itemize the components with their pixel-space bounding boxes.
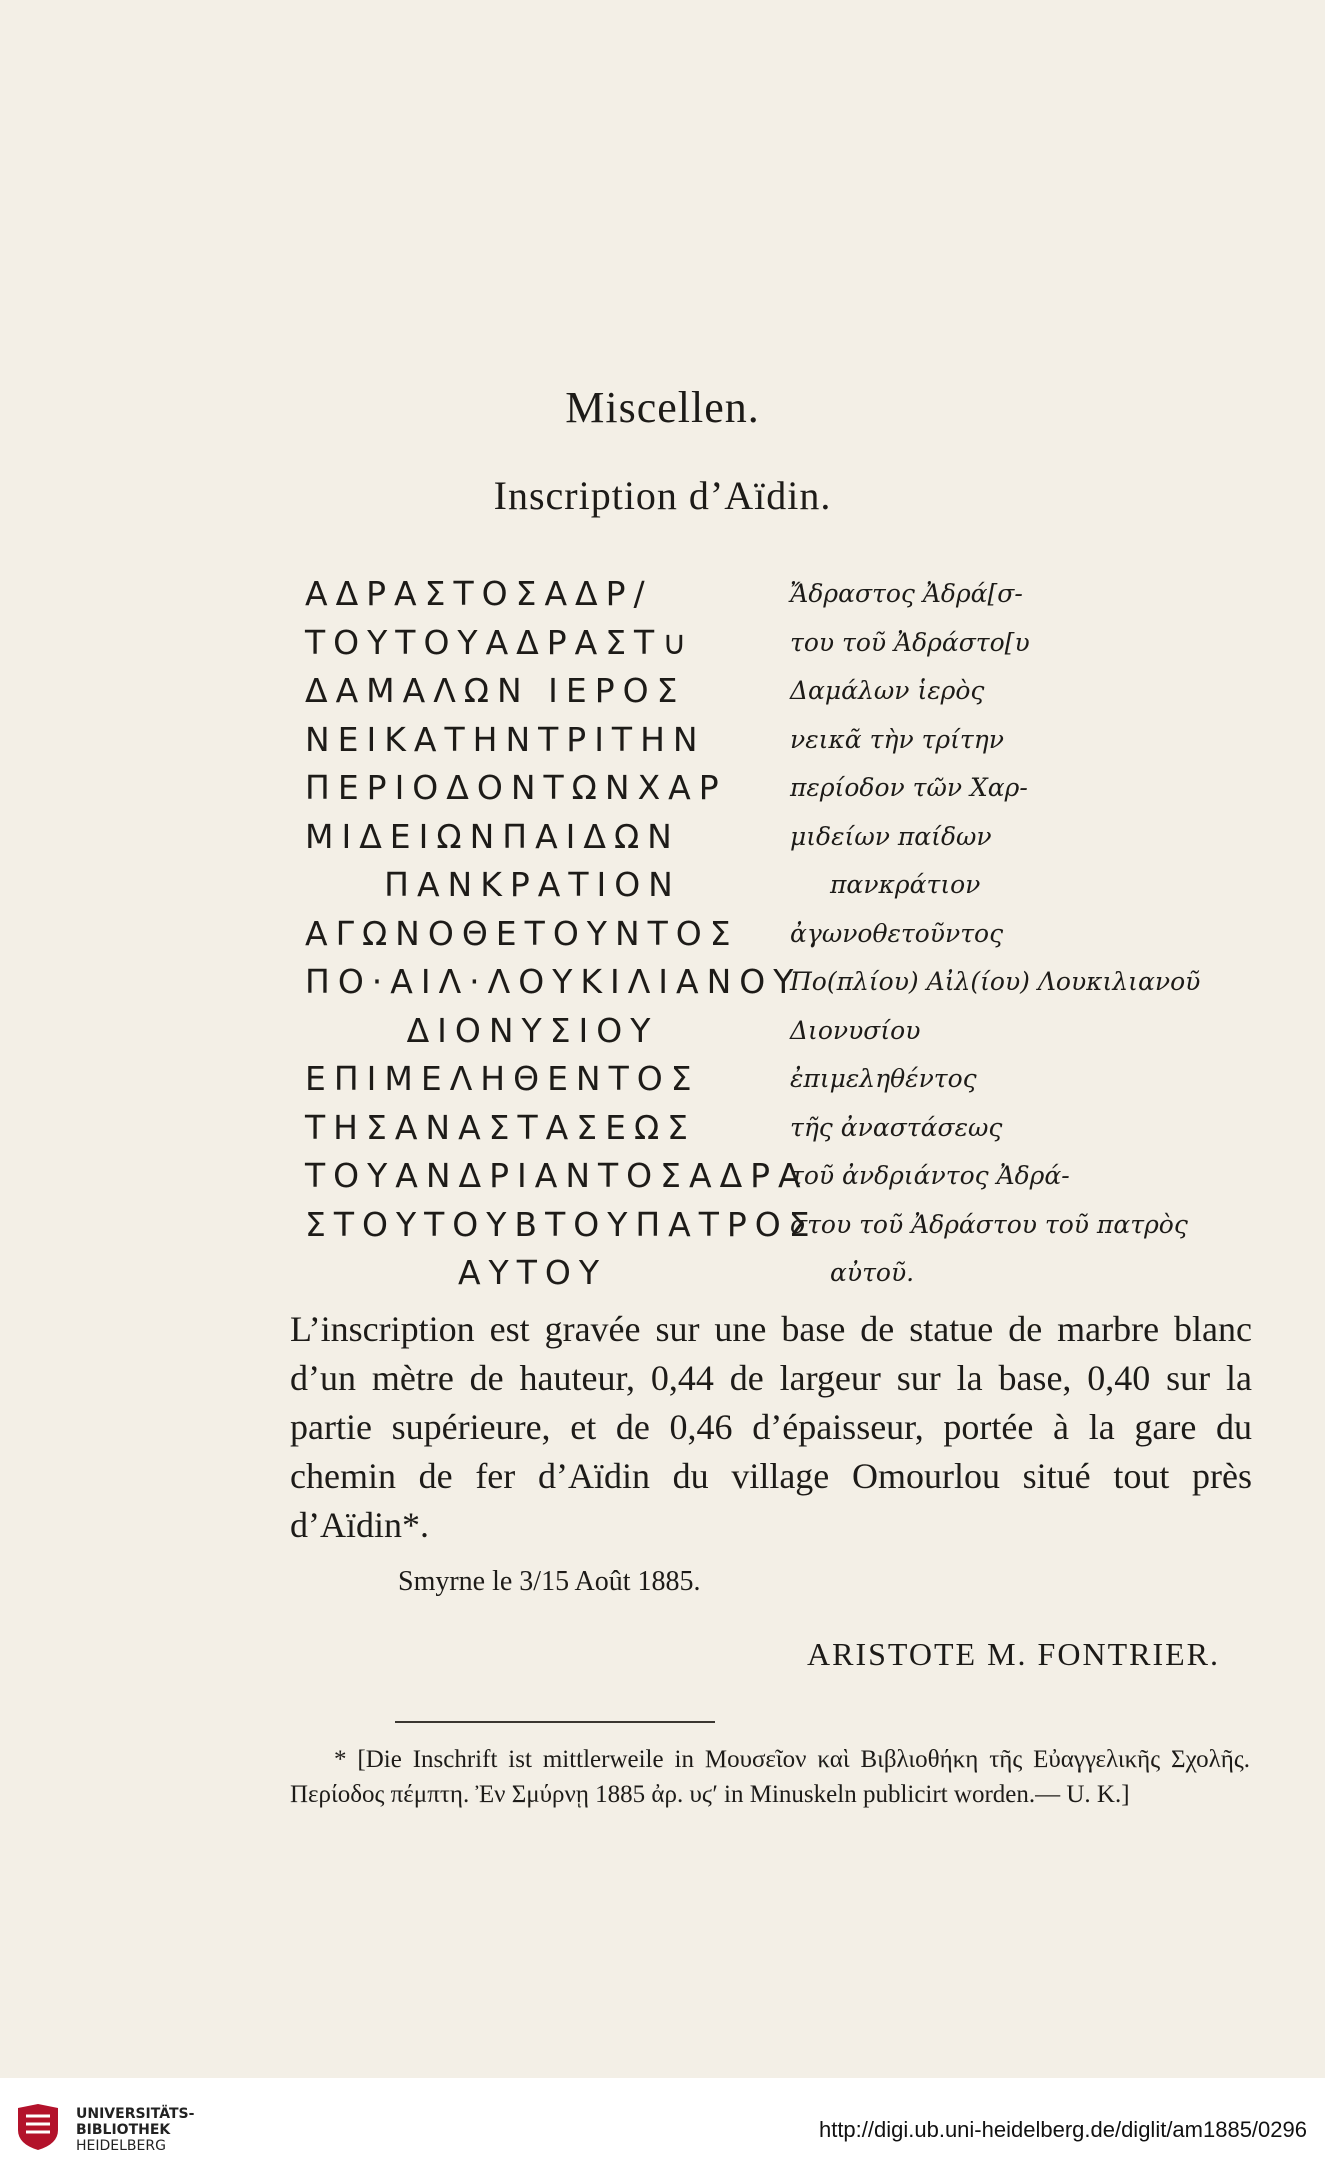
transcription-line: ἐπιμεληθέντος bbox=[790, 1064, 977, 1093]
inscription-line: ΔΙΟΝΥΣΙΟΥ bbox=[406, 1010, 659, 1050]
transcription-line: τῆς ἀναστάσεως bbox=[790, 1112, 1003, 1142]
inscription-transcription bbox=[790, 570, 1260, 1298]
inscription-line: ΠΑΝΚΡΑΤΙΟΝ bbox=[384, 865, 681, 904]
transcription-line: Διονυσίου bbox=[790, 1015, 921, 1045]
inscription-line: ΔΑΜΑΛΩΝ ΙΕΡΟΣ bbox=[305, 671, 686, 710]
footnote-divider bbox=[395, 1721, 715, 1723]
transcription-line: Ἄδραστος Ἀδρά[σ- bbox=[790, 579, 1023, 608]
library-name-line: HEIDELBERG bbox=[76, 2138, 166, 2154]
transcription-line: στου τοῦ Ἀδράστου τοῦ πατρὸς bbox=[790, 1209, 1188, 1239]
transcription-line: τοῦ ἀνδριάντος Ἀδρά- bbox=[790, 1161, 1070, 1190]
library-name-line: UNIVERSITÄTS- bbox=[76, 2106, 195, 2122]
university-library-logo-icon bbox=[12, 2100, 64, 2152]
article-title: Inscription d’Aïdin. bbox=[493, 473, 832, 518]
transcription-line: ἀγωνοθετοῦντος bbox=[790, 918, 1004, 948]
inscription-line: ΑΥΤΟΥ bbox=[457, 1253, 608, 1292]
inscription-line: ΑΔΡΑΣΤΟΣΑΔΡ/ bbox=[305, 574, 653, 613]
transcription-line: νεικᾶ τὴν τρίτην bbox=[790, 724, 1004, 754]
inscription-uncial-text bbox=[305, 570, 818, 1298]
inscription-line: ΣΤΟΥΤΟΥΒΤΟΥΠΑΤΡΟΣ bbox=[305, 1204, 818, 1244]
transcription-line: πανκράτιον bbox=[830, 870, 981, 899]
inscription-line: ΝΕΙΚΑΤΗΝΤΡΙΤΗΝ bbox=[305, 719, 706, 759]
library-name bbox=[76, 2106, 194, 2154]
transcription-line: περίοδον τῶν Χαρ- bbox=[790, 773, 1028, 802]
transcription-line: του τοῦ Ἀδράστο[υ bbox=[790, 627, 1030, 657]
inscription-line: ΠΕΡΙΟΔΟΝΤΩΝΧΑΡ bbox=[305, 768, 727, 807]
inscription-line: ΕΠΙΜΕΛΗΘΕΝΤΟΣ bbox=[305, 1059, 700, 1098]
inscription-line: ΜΙΔΕΙΩΝΠΑΙΔΩΝ bbox=[305, 816, 680, 856]
inscription-line: ΤΗΣΑΝΑΣΤΑΣΕΩΣ bbox=[305, 1107, 697, 1147]
section-title: Miscellen. bbox=[565, 383, 760, 432]
inscription-line: ΠΟ·ΑΙΛ·ΛΟΥΚΙΛΙΑΝΟΥ bbox=[305, 962, 802, 1001]
transcription-line: μιδείων παίδων bbox=[790, 821, 992, 851]
author-signature: ARISTOTE M. FONTRIER. bbox=[807, 1636, 1220, 1672]
inscription-line: ΤΟΥΤΟΥΑΔΡΑΣΤ∪ bbox=[305, 622, 695, 662]
footnote: * [Die Inschrift ist mittlerweile in Μουσεῖον καὶ Βιβλιοθήκη τῆς Εὐαγγελικῆς Σχολῆς. Περίοδος πέμπτη. Ἐν Σμύρνῃ 1885 ἀρ. υϛ′ in Minuskeln publicirt worden.— U. K.] bbox=[290, 1746, 1250, 1808]
transcription-line: Δαμάλων ἱερὸς bbox=[790, 676, 985, 705]
library-name-line: BIBLIOTHEK bbox=[76, 2122, 171, 2138]
inscription-line: ΤΟΥΑΝΔΡΙΑΝΤΟΣΑΔΡΑ bbox=[305, 1156, 809, 1195]
body-paragraph: L’inscription est gravée sur une base de statue de marbre blanc d’un mètre de hauteur, 0,44 de largeur sur la base, 0,40 sur la partie supérieure, et de 0,46 d’épaisseur, portée à la gare du chemin de fer d’Aïdin du village Omourlou situé tout près d’Aïdin*. bbox=[290, 1309, 1252, 1545]
source-url-link[interactable]: http://digi.ub.uni-heidelberg.de/diglit/am1885/0296 bbox=[818, 2117, 1307, 2142]
inscription-line: ΑΓΩΝΟΘΕΤΟΥΝΤΟΣ bbox=[305, 913, 739, 953]
dateline: Smyrne le 3/15 Août 1885. bbox=[398, 1566, 701, 1597]
transcription-line: Πο(πλίου) Αἰλ(ίου) Λουκιλιανοῦ bbox=[790, 967, 1201, 996]
transcription-line: αὐτοῦ. bbox=[830, 1258, 915, 1287]
